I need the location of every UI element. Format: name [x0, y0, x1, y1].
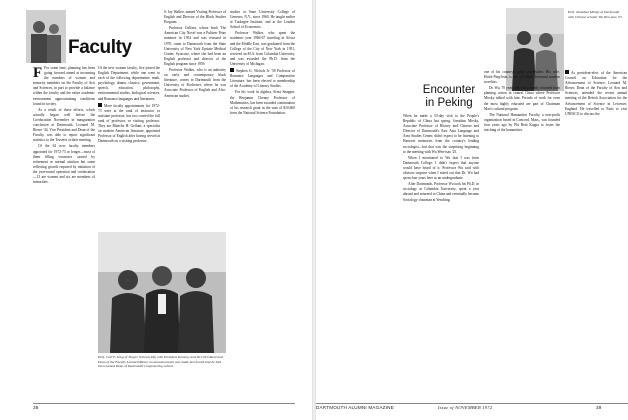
article-paragraph: one of his country's great universities. His wife, Hsieh Ping-hsin, is one of China's foremost modern novelists. [484, 70, 560, 85]
article-paragraph: Dr. Wu, 70 years old, had recently returned from planting cotton in central China where Professor Mirsky talked with him. Periods of work for even the most highly educated are part of Chairman Mao's cultural program. [484, 86, 560, 111]
article-paragraph: As a result of these efforts, which actually began well before the Coeducation November in inauguration conclusion at Dartmouth, Leonard M. Rieser '44, Vice President and Dean of the Faculty, was able to report significant statistics to the Trustees at their meeting. [33, 107, 95, 143]
article-paragraph: Professor Walker, who spent the academic year 1966-67 traveling in Africa and the Middle East, was graduated from the College of the City of New York in 1951, received an M.A. from Columbia University, and was awarded the Ph.D. from the University of Michigan. [230, 31, 295, 66]
article-paragraph: Professor Gelfant, whose book The American City Novel was a Pulitzer Prize nominee in 1954 and was reissued in 1970, came to Dartmouth from the State University of New York Upstate Medical Center, Syracuse, where she had been an English professor and director of the English program since 1959. [164, 26, 226, 66]
article-column-2 [484, 70, 560, 396]
article-column-3 [565, 70, 627, 396]
page-number: 39 [596, 405, 602, 410]
section-bullet [230, 68, 234, 72]
article-column-4 [230, 10, 295, 396]
faculty-header-photo [26, 10, 66, 63]
article-column-2 [98, 66, 160, 229]
right-page [316, 0, 628, 420]
photo-caption: Prof. Carl F. Long of Thayer School (left) with President Kemeny and Vice President and Dean of the Faculty Leonard Rieser on announcement was made last month that he had been named Dean of Dartmouth's engineering school. [98, 355, 223, 369]
article-paragraph: When he made a 53-day visit to the People's Republic of China last spring, Jonathan Mirsky, Associate Professor of History and Chinese and Director of Dartmouth's East Asia Language and Area Studies Center, didn't expect to be listening to Hanover memories from the country's leading sociologist—but that was the surprising beginning to the meeting with Wu Wen-tsao '25. [403, 114, 479, 154]
article-paragraph: Professor Walker, who is an authority on early and contemporary black literature, comes to Dartmouth from the University of Rochester, where he was Associate Professor of English and Afro-American studies. [164, 68, 226, 98]
footer-rule [316, 403, 628, 404]
article-paragraph: As president-elect of the American Council on Education for the Advancement of Science, Leonard M. Rieser, Dean of the Faculty of Arts and Sciences, attended the recent annual meeting of the British Association for the Advancement of Science in Leicester, England. He travelled to Paris to visit UNESCO to discuss the [565, 71, 627, 116]
drop-cap: F [33, 66, 43, 81]
section-bullet [98, 103, 102, 107]
article-paragraph: After Dartmouth, Professor Wu took his Ph.D. in sociology at Columbia University, spent a year abroad and returned to China and eventually became Sociology chairman at Yenching. [403, 182, 479, 202]
article-paragraph: When I mentioned to Wu that I was from Dartmouth College, I didn't expect that anyone would have heard of it. Professor Wu said with obvious surprise when I noted out that Dr. Wu had spent four years here as an undergraduate. [403, 155, 479, 181]
title-line: in Peking [425, 97, 473, 109]
issue-date: Issue of NOVEMBER 1972 [438, 405, 493, 410]
article-paragraph: More faculty appointments for 1972-73 were at the rank of instructor or assistant professor, but two carried the full rank of professor, or visiting professor. They are Blanche H. Gelfant, a specialist on modern American literature, appointed Professor of English after having served at Dartmouth on a visiting professor; [98, 103, 160, 144]
section-bullet [565, 70, 569, 74]
magazine-name: DARTMOUTH ALUMNI MAGAZINE [316, 405, 394, 410]
article-column-3 [164, 10, 226, 229]
page-title-encounter [403, 84, 495, 110]
left-page [0, 0, 312, 420]
article-paragraph: Stephen G. Nichols Jr. '58 Professor of Romance Languages and Comparative Literature, has been elected to membership of the Academy of Literary Studies. [230, 69, 295, 89]
page-title-faculty: Faculty [68, 37, 132, 58]
article-paragraph: Of the new women faculty, five joined the English Department, while one went to each of the following departments: math, psychology, drama, classics, government, speech, education, philosophy, environmental studies, biological sciences, and Romance languages and literatures. [98, 66, 160, 101]
photo-caption: Prof. Jonathan Mirsky of Dartmouth with Chinese scholar Wu Wen-tsao '25. [568, 10, 623, 19]
article-column-1 [33, 66, 95, 396]
title-line: Encounter [422, 84, 476, 96]
article-paragraph: F For some time, planning has been going forward aimed at increasing the numbers of women and minority members on the Faculty of Arts and Sciences, in part to provide a balance within the faculty and the entire academic environment approximating conditions found in society. [33, 66, 95, 106]
article-paragraph: The National Humanities Faculty, a non-profit organization based in Concord, Mass., was founded four years ago by Phi Beta Kappa to foster the teaching of the humanities. [484, 112, 560, 133]
article-paragraph: For his work in algebra, Ernst Snapper, the Benjamin Cheney Professor of Mathematics, has been awarded continuation of his research grant in the sum of $10,600 from the National Science Foundation. [230, 90, 295, 115]
footer-rule [33, 403, 295, 404]
article-paragraph: studies at State University College of Geneseo, N.Y., since 1960. He taught earlier at Tuskegee Institute, and at the London School of Economics. [230, 10, 295, 30]
page-number: 38 [33, 405, 39, 410]
article-paragraph: S. Jay Walker, named Visiting Professor of English and Director of the Black Studies Program. [164, 10, 226, 25]
article-paragraph: Of the 62 new faculty members appointed for 1972-73 or longer—most of them filling vacancies caused by retirement or normal attrition but some reflecting growth required by initiation of the year-round operation and coeducation—15 are women and six are members of minorities. [33, 144, 95, 185]
faculty-group-photo [98, 232, 226, 353]
article-column-1 [403, 114, 479, 396]
